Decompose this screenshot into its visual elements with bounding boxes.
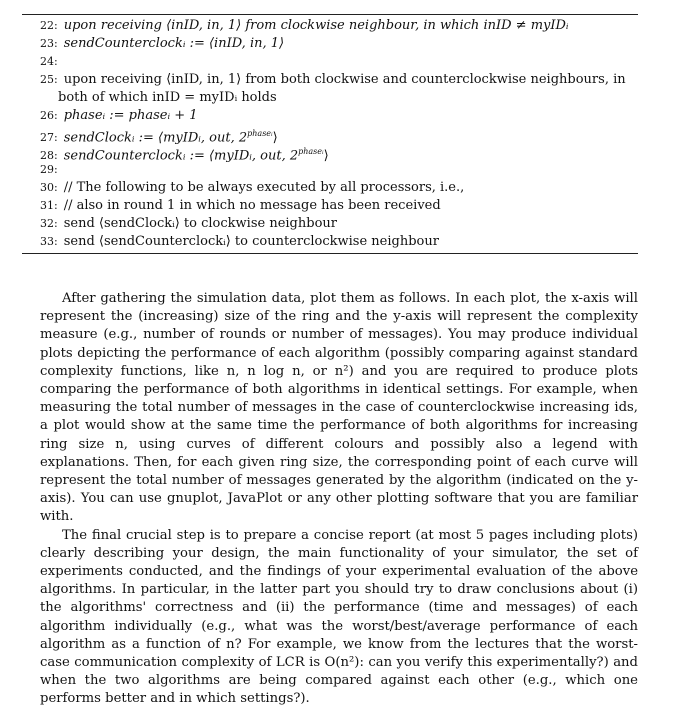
line-text-end: ⟩ (323, 148, 329, 164)
line-number: 30: (40, 181, 58, 194)
line-number: 22: (40, 19, 58, 32)
line-number: 23: (40, 37, 58, 50)
algorithm-listing (22, 14, 638, 254)
superscript: phaseᵢ (247, 129, 273, 138)
algo-line-22 (22, 17, 638, 35)
line-text: // also in round 1 in which no message has been received (63, 198, 441, 213)
line-number: 28: (40, 149, 58, 163)
line-text: sendCounterclockᵢ := ⟨inID, in, 1⟩ (63, 36, 285, 51)
line-text: upon receiving ⟨inID, in, 1⟩ from both clockwise and counterclockwise neighbours, in both of which inID = myIDᵢ holds (58, 72, 626, 105)
paragraph-report: The final crucial step is to prepare a concise report (at most 5 pages including plots) clearly describing your design, the main functionality of your simulator, the set of experiments conducted, and the findings of your experimental evaluation of the above algorithms. In particular, in the latter part you should try to draw conclusions about (i) the algorithms' correctness and (ii) the performance (time and messages) of each algorithm individually (e.g., what was the worst/best/average performance of each algorithm as a function of n? For example, we know from the lectures that the worst-case communication complexity of LCR is O(n²): can you verify this experimentally?) and when the two algorithms are being compared against each other (e.g., which one performs better and in which settings?). (40, 527, 638, 707)
line-number: 27: (40, 131, 58, 145)
algo-line-29 (22, 161, 638, 179)
line-text: upon receiving ⟨inID, in, 1⟩ from clockwise neighbour, in which inID ≠ myIDᵢ (63, 18, 569, 33)
line-text: send ⟨sendClockᵢ⟩ to clockwise neighbour (63, 216, 337, 231)
algo-line-33 (22, 233, 638, 251)
line-number: 25: (40, 73, 58, 86)
line-text: sendCounterclockᵢ := ⟨myIDᵢ, out, 2 (63, 148, 299, 164)
body-text (40, 290, 638, 709)
algo-line-23 (22, 35, 638, 53)
algo-line-24 (22, 53, 638, 71)
line-number: 33: (40, 235, 58, 248)
algo-line-28 (22, 143, 638, 164)
algo-line-32 (22, 215, 638, 233)
algo-line-27 (22, 125, 638, 146)
line-text: send ⟨sendCounterclockᵢ⟩ to counterclockwise neighbour (63, 234, 439, 249)
line-text-end: ⟩ (272, 130, 278, 146)
line-number: 26: (40, 109, 58, 122)
algo-line-31 (22, 197, 638, 215)
line-number: 29: (40, 163, 58, 176)
line-text: // The following to be always executed by all processors, i.e., (63, 180, 465, 195)
algo-line-25 (22, 71, 638, 107)
line-number: 24: (40, 55, 58, 68)
line-number: 31: (40, 199, 58, 212)
line-number: 32: (40, 217, 58, 230)
paragraph-plotting: After gathering the simulation data, plot them as follows. In each plot, the x-axis will represent the (increasing) size of the ring and the y-axis will represent the complexity measure (e.g., number of rounds or number of messages). You may produce individual plots depicting the performance of each algorithm (possibly comparing against standard complexity functions, like n, n log n, or n²) and you are required to produce plots comparing the performance of both algorithms in identical settings. For example, when measuring the total number of messages in the case of counterclockwise increasing ids, a plot would show at the same time the performance of both algorithms for increasing ring size n, using curves of different colours and possibly also a legend with explanations. Then, for each given ring size, the corresponding point of each curve will represent the total number of messages generated by the algorithm (indicated on the y-axis). You can use gnuplot, JavaPlot or any other plotting software that you are familiar with. (40, 291, 638, 525)
line-text: sendClockᵢ := ⟨myIDᵢ, out, 2 (63, 130, 248, 146)
superscript: phaseᵢ (298, 147, 324, 156)
algo-line-26 (22, 107, 638, 125)
line-text: phaseᵢ := phaseᵢ + 1 (63, 108, 198, 123)
algo-line-30 (22, 179, 638, 197)
